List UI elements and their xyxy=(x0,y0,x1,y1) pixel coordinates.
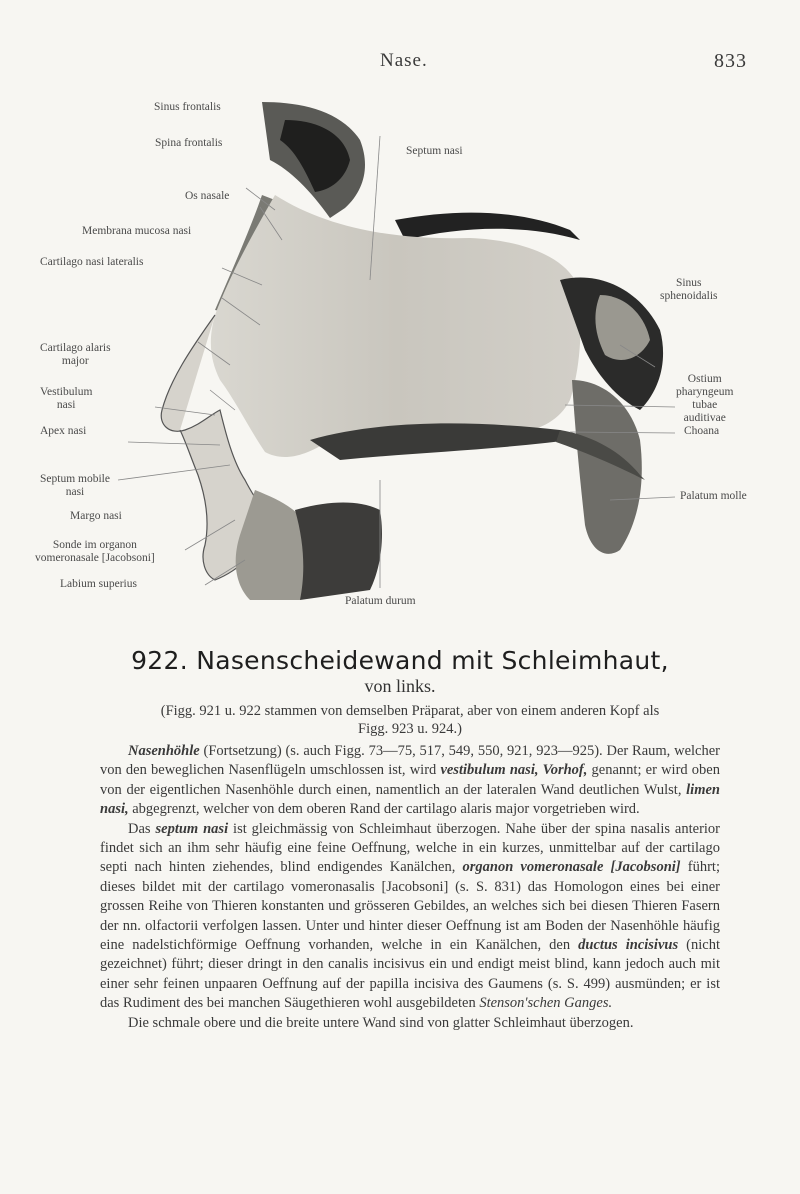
figure-caption-subtitle: von links. xyxy=(364,676,436,696)
term-stenson: Stenson'schen Ganges. xyxy=(479,995,613,1012)
label-septum-mobile-line1: Septum mobile xyxy=(40,473,110,485)
label-sinus-sphenoidalis xyxy=(660,277,718,303)
label-cartilago-alaris xyxy=(40,342,111,368)
text-segment: genannt; er wird oben von der eigentlichen Nasenhöhle durch einen, namentlich an der lateralen Wand deutlichen Wulst, xyxy=(100,762,720,798)
label-sonde-line2: vomeronasale [Jacobsoni] xyxy=(35,552,155,564)
label-ostium-line4: auditivae xyxy=(683,412,726,424)
figure-note-line2: Figg. 923 u. 924.) xyxy=(358,721,462,737)
term-septum: septum nasi xyxy=(155,820,229,837)
paragraph-nasenhoehle xyxy=(100,742,720,820)
figure-number: 922. xyxy=(131,646,188,675)
term-ductus: ductus incisivus xyxy=(578,937,679,954)
label-septum-mobile-line2: nasi xyxy=(65,486,85,498)
figure-caption-title xyxy=(0,646,800,675)
paragraph-septum xyxy=(100,820,720,1014)
label-vestibulum xyxy=(40,386,92,412)
label-ostium-line3: tubae xyxy=(692,399,718,411)
label-ostium-line2: pharyngeum xyxy=(676,386,734,398)
maxilla-shape xyxy=(295,503,382,601)
label-vestibulum-line2: nasi xyxy=(56,399,76,411)
label-choana: Choana xyxy=(684,425,720,437)
term-nasenhoehle: Nasenhöhle xyxy=(128,743,200,759)
label-sinus-sphenoidalis-line1: Sinus xyxy=(675,277,702,289)
label-cartilago-alaris-line1: Cartilago alaris xyxy=(40,342,111,354)
term-organon: organon vomeronasale [Jacobsoni] xyxy=(462,859,681,876)
term-limen: limen nasi, xyxy=(100,781,720,818)
term-vestibulum: vestibulum nasi, Vorhof, xyxy=(440,762,588,779)
label-spina-frontalis: Spina frontalis xyxy=(155,137,223,149)
label-palatum-durum: Palatum durum xyxy=(345,595,416,607)
label-sonde-line1: Sonde im organon xyxy=(52,539,137,551)
figure-note xyxy=(100,702,720,738)
label-cartilago-alaris-line2: major xyxy=(61,355,89,367)
running-title: Nase. xyxy=(380,50,428,71)
text-segment: abgegrenzt, welcher von dem oberen Rand der cartilago alaris major vorgetrieben wird. xyxy=(128,801,640,818)
label-os-nasale: Os nasale xyxy=(185,190,230,202)
label-membrana-mucosa: Membrana mucosa nasi xyxy=(82,225,192,237)
label-margo-nasi: Margo nasi xyxy=(70,510,122,522)
page-number: 833 xyxy=(714,50,747,72)
anatomical-figure xyxy=(0,80,800,640)
figure-note-line1: (Figg. 921 u. 922 stammen von demselben Präparat, aber von einem anderen Kopf als xyxy=(160,703,660,719)
figure-title: Nasenscheidewand mit Schleimhaut, xyxy=(196,646,669,675)
label-ostium xyxy=(676,373,733,425)
label-apex-nasi: Apex nasi xyxy=(40,425,87,437)
text-segment: ist gleichmässig von Schleimhaut überzogen. Nahe über der spina nasalis anterior findet sich an ihm sehr häufig eine feine Oeffnung, welche in ein kurzes, unmittelbar auf der cartilago septi nach hinten ziehendes, blind endigendes Kanälchen, xyxy=(100,820,720,876)
text-segment: (Fortsetzung) (s. auch Figg. 73—75, 517, 549, 550, 921, 923—925). Der Raum, welcher von den beweglichen Nasenflügeln umschlossen ist, wird xyxy=(100,743,720,779)
label-sinus-frontalis: Sinus frontalis xyxy=(154,101,221,113)
label-cartilago-lateralis: Cartilago nasi lateralis xyxy=(40,256,144,268)
skull-base-shape xyxy=(395,213,580,240)
label-vestibulum-line1: Vestibulum xyxy=(40,386,93,398)
label-sinus-sphenoidalis-line2: sphenoidalis xyxy=(660,290,718,302)
text-segment: führt; dieses bildet mit der cartilago vomeronasalis [Jacobsoni] (s. S. 831) das Homologon eines bei einer grossen Reihe von Thieren konstanten und grösseren Gebildes, an welches sich bei diesen Thieren Fasern der nn. olfactorii verfolgen lassen. Unter und hinter dieser Oeffnung ist am Boden der Nasenhöhle häufig eine nadelstichförmige Oeffnung vorhanden, welche in ein Kanälchen, den xyxy=(100,859,720,954)
septum-mucosa-shape xyxy=(211,195,581,457)
label-labium-superius: Labium superius xyxy=(60,578,137,590)
text-segment: Das xyxy=(128,820,156,837)
label-ostium-line1: Ostium xyxy=(687,373,722,385)
body-text xyxy=(100,742,720,1033)
paragraph-walls: Die schmale obere und die breite untere Wand sind von glatter Schleimhaut überzogen. xyxy=(128,1014,634,1031)
label-septum-mobile xyxy=(40,473,110,499)
running-header xyxy=(0,50,800,80)
label-septum-nasi: Septum nasi xyxy=(406,145,463,157)
label-sonde xyxy=(35,539,155,565)
label-palatum-molle: Palatum molle xyxy=(680,490,747,502)
text-segment: (nicht gezeichnet) führt; dieser dringt in den canalis incisivus ein und endigt meist blind, kann jedoch auch mit einer sehr feinen unpaaren Oeffnung auf der papilla incisiva des Gaumens (s. S. 499) ausmünden; er ist das Rudiment des bei manchen Säugethieren wohl ausgebildeten xyxy=(100,937,720,1012)
